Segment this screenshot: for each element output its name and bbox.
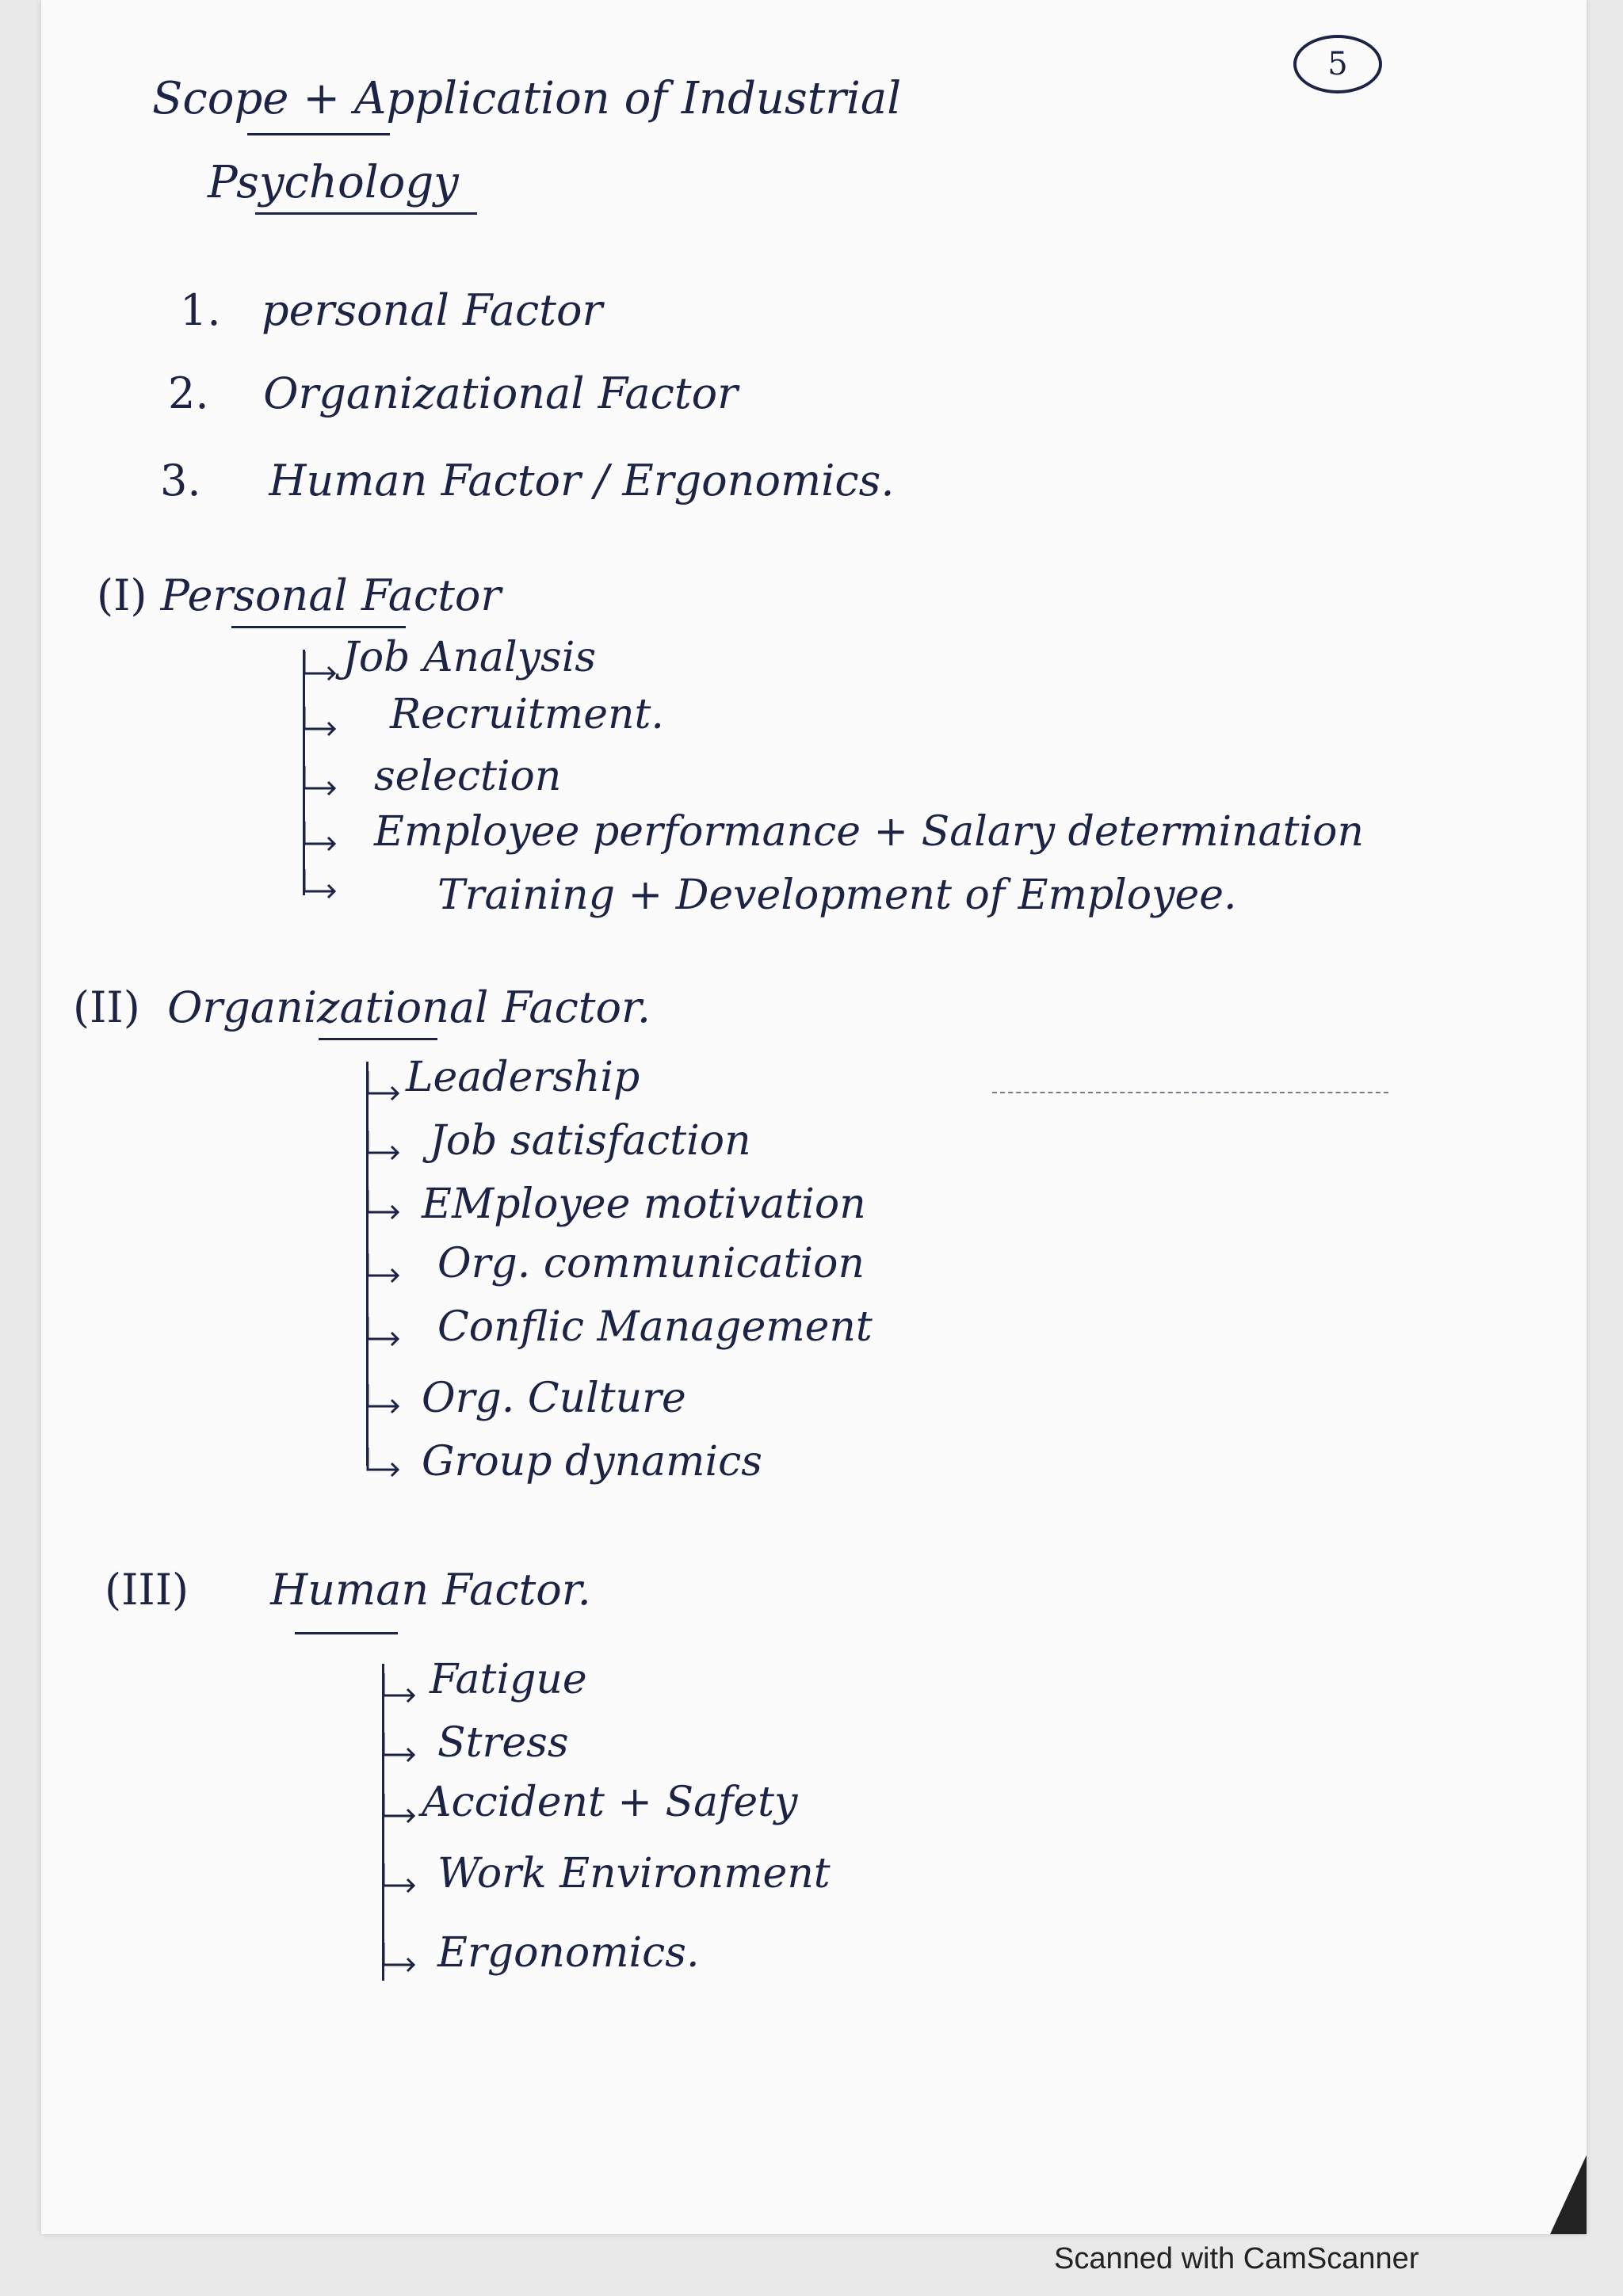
arrow-icon: [382, 1672, 418, 1703]
section-numeral: (III): [105, 1565, 189, 1615]
list-item: Job satisfaction: [430, 1117, 751, 1165]
arrow-icon: [366, 1252, 403, 1283]
list-item: Group dynamics: [422, 1438, 762, 1486]
arrow-icon: [303, 868, 339, 899]
arrow-icon: [382, 1792, 418, 1824]
arrow-icon: [366, 1446, 403, 1478]
list-item: Recruitment.: [390, 691, 664, 738]
section-heading-organizational: [73, 982, 651, 1032]
notebook-page: [41, 0, 1587, 2234]
list-item: Job Analysis: [342, 634, 597, 681]
arrow-icon: [366, 1070, 403, 1101]
overview-item-1: [180, 285, 602, 335]
title-underline-1: [247, 133, 390, 135]
section-heading-personal: [97, 570, 501, 620]
overview-item-2: [168, 368, 738, 418]
page-number-badge: 5: [1293, 35, 1382, 93]
overview-item-number: 1.: [180, 285, 221, 335]
arrow-icon: [382, 1862, 418, 1894]
section-heading-human: [105, 1565, 591, 1615]
overview-item-text: Human Factor / Ergonomics.: [269, 456, 895, 505]
overview-item-text: Organizational Factor: [263, 368, 738, 418]
list-item: Ergonomics.: [437, 1929, 700, 1977]
arrow-icon: [366, 1129, 403, 1161]
scanner-watermark: Scanned with CamScanner: [1054, 2242, 1419, 2275]
page-title-line-2: Psychology: [208, 157, 459, 208]
section-underline: [319, 1038, 437, 1040]
arrow-icon: [303, 820, 339, 852]
arrow-icon: [382, 1941, 418, 1973]
section-numeral: (I): [97, 570, 147, 620]
overview-item-number: 3.: [160, 456, 201, 505]
list-item: Accident + Safety: [422, 1779, 798, 1826]
arrow-icon: [303, 650, 339, 681]
list-item: Org. Culture: [422, 1375, 686, 1422]
section-heading-text: Personal Factor: [160, 570, 502, 620]
list-item: Stress: [437, 1719, 569, 1767]
arrow-icon: [366, 1383, 403, 1414]
section-underline: [295, 1632, 398, 1634]
list-item: Org. communication: [437, 1240, 865, 1287]
list-item: Training + Development of Employee.: [437, 871, 1237, 919]
arrow-icon: [303, 765, 339, 796]
section-heading-text: Human Factor.: [270, 1565, 591, 1615]
arrow-icon: [366, 1188, 403, 1220]
overview-item-3: [160, 456, 895, 505]
list-item: Leadership: [406, 1054, 640, 1101]
list-item: EMployee motivation: [422, 1180, 866, 1228]
list-item: Employee performance + Salary determination: [374, 808, 1364, 856]
arrow-icon: [303, 705, 339, 737]
section-numeral: (II): [73, 982, 140, 1032]
page-title-line-1: Scope + Application of Industrial: [152, 73, 902, 124]
faded-ruled-line: [992, 1092, 1388, 1093]
overview-item-number: 2.: [168, 368, 209, 418]
list-item: Work Environment: [437, 1850, 831, 1897]
arrow-icon: [382, 1731, 418, 1763]
arrow-icon: [366, 1315, 403, 1347]
list-item: Conflic Management: [437, 1303, 873, 1351]
section-underline: [231, 626, 406, 628]
section-heading-text: Organizational Factor.: [167, 982, 651, 1032]
scan-edge-shadow: [1550, 2155, 1587, 2234]
title-underline-2: [255, 212, 477, 215]
list-item: selection: [374, 753, 562, 800]
overview-item-text: personal Factor: [262, 285, 603, 335]
list-item: Fatigue: [430, 1656, 587, 1703]
